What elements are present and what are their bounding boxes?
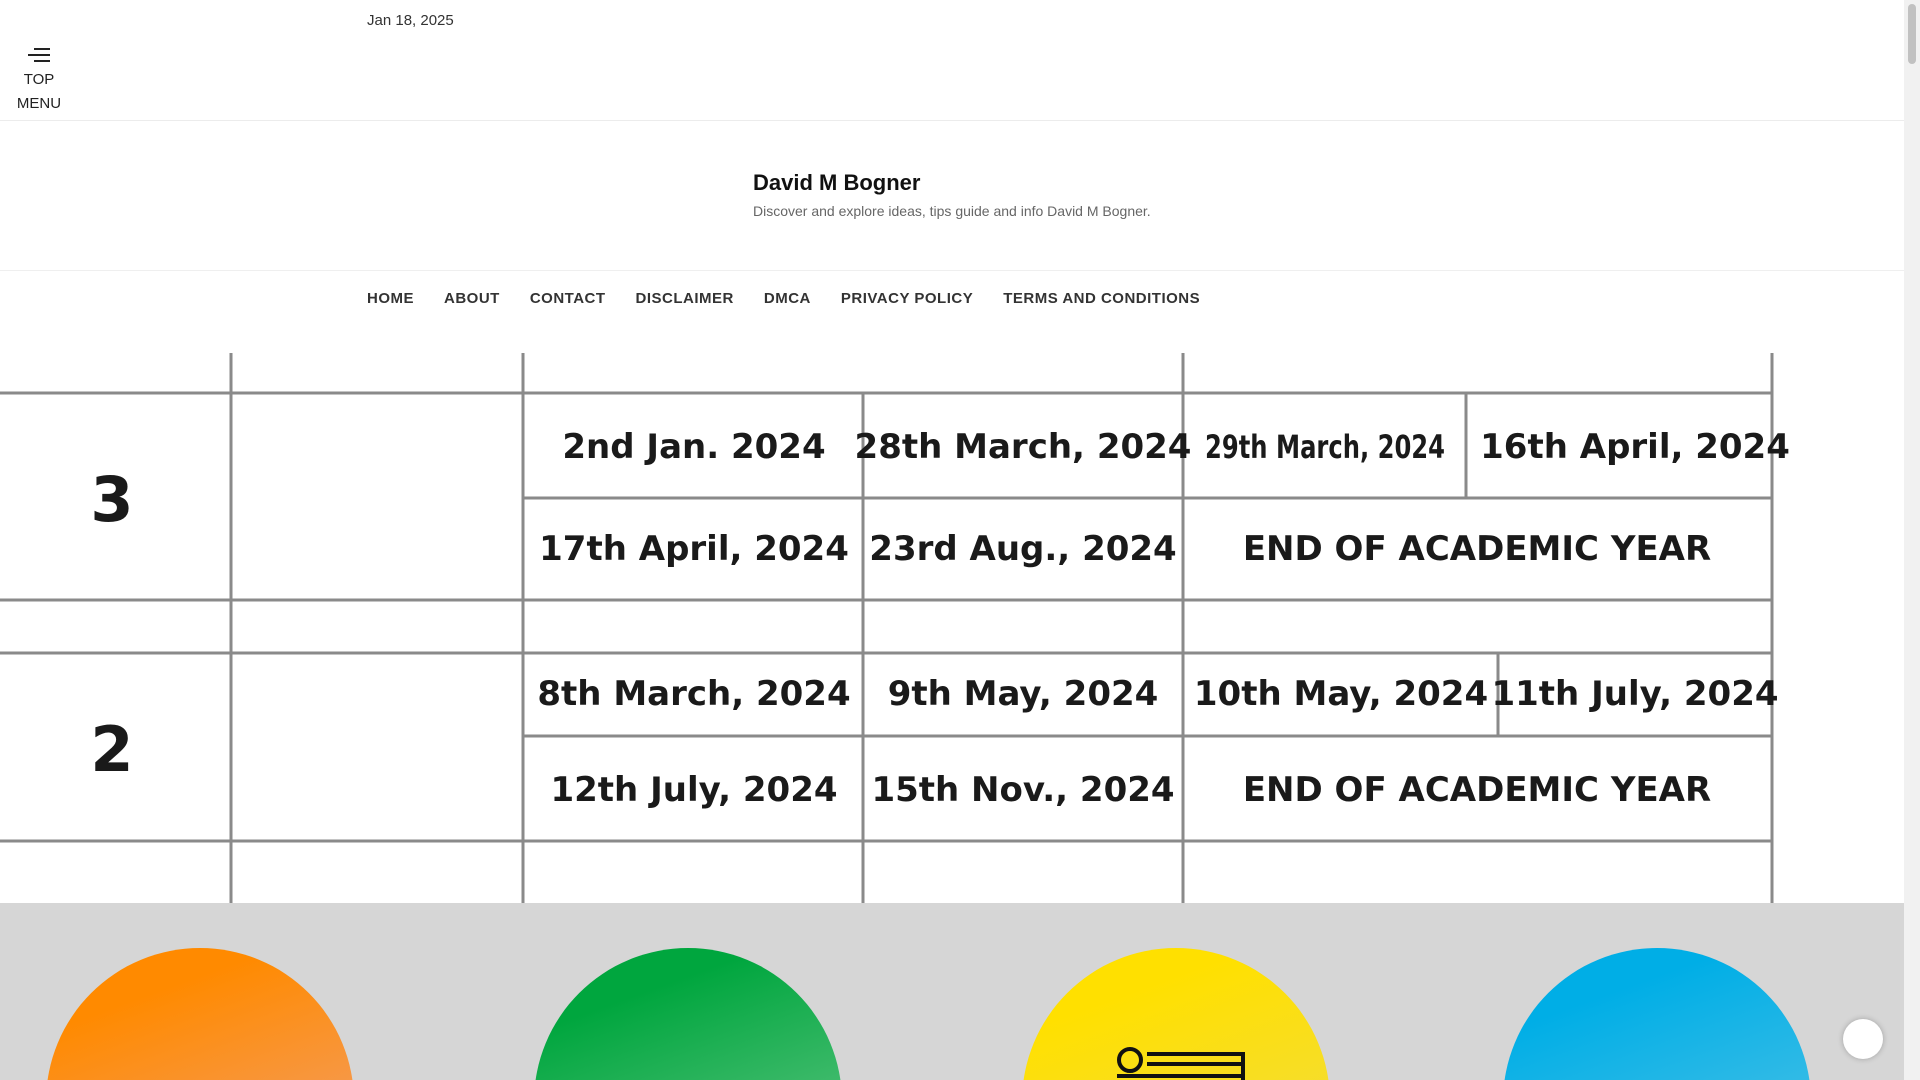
nav-item-terms[interactable]: TERMS AND CONDITIONS	[1003, 290, 1201, 307]
table-cell: 16th April, 2024	[1480, 427, 1790, 467]
hamburger-icon	[28, 48, 50, 62]
top-menu-label-1: TOP	[23, 71, 55, 88]
top-menu-button[interactable]	[10, 44, 68, 116]
site-title[interactable]: David M Bogner	[753, 170, 921, 195]
nav-item-privacy-policy[interactable]: PRIVACY POLICY	[840, 290, 974, 307]
top-bar	[0, 0, 1904, 121]
table-cell: 2nd Jan. 2024	[562, 427, 826, 467]
nav-item-about[interactable]: ABOUT	[444, 290, 500, 307]
top-menu-label-2: MENU	[16, 95, 62, 112]
term-number: 2	[90, 713, 134, 786]
site-branding	[0, 120, 1904, 271]
hero-image	[0, 353, 1904, 903]
feature-circle-blue[interactable]	[1503, 948, 1811, 1080]
current-date: Jan 18, 2025	[367, 12, 454, 29]
table-cell: 15th Nov., 2024	[871, 770, 1175, 810]
nav-item-disclaimer[interactable]: DISCLAIMER	[635, 290, 734, 307]
page-scrollbar[interactable]	[1904, 0, 1920, 1080]
feature-section	[0, 903, 1904, 1080]
table-cell: 23rd Aug., 2024	[869, 529, 1177, 569]
nav-item-dmca[interactable]: DMCA	[763, 290, 811, 307]
table-cell: 29th March, 2024	[1205, 428, 1445, 466]
nav-item-contact[interactable]: CONTACT	[529, 290, 606, 307]
table-cell: END OF ACADEMIC YEAR	[1242, 770, 1712, 810]
table-cell: 9th May, 2024	[887, 674, 1159, 714]
table-cell: 11th July, 2024	[1491, 674, 1779, 714]
table-cell: 10th May, 2024	[1193, 674, 1489, 714]
scrollbar-thumb[interactable]	[1908, 4, 1916, 64]
term-number: 3	[90, 463, 134, 536]
table-cell: 28th March, 2024	[854, 427, 1192, 467]
site-description: Discover and explore ideas, tips guide and info David M Bogner.	[753, 203, 1151, 219]
table-cell: 12th July, 2024	[550, 770, 838, 810]
document-icon	[1115, 1046, 1245, 1080]
main-navigation	[0, 271, 1904, 353]
feature-circle-green[interactable]	[534, 948, 842, 1080]
calendar-table-image	[0, 353, 1904, 903]
table-cell: 8th March, 2024	[537, 674, 851, 714]
table-cell: END OF ACADEMIC YEAR	[1242, 529, 1712, 569]
nav-item-home[interactable]: HOME	[367, 290, 414, 307]
feature-circle-orange[interactable]	[46, 948, 354, 1080]
back-to-top-button[interactable]	[1843, 1019, 1883, 1059]
table-cell: 17th April, 2024	[539, 529, 849, 569]
